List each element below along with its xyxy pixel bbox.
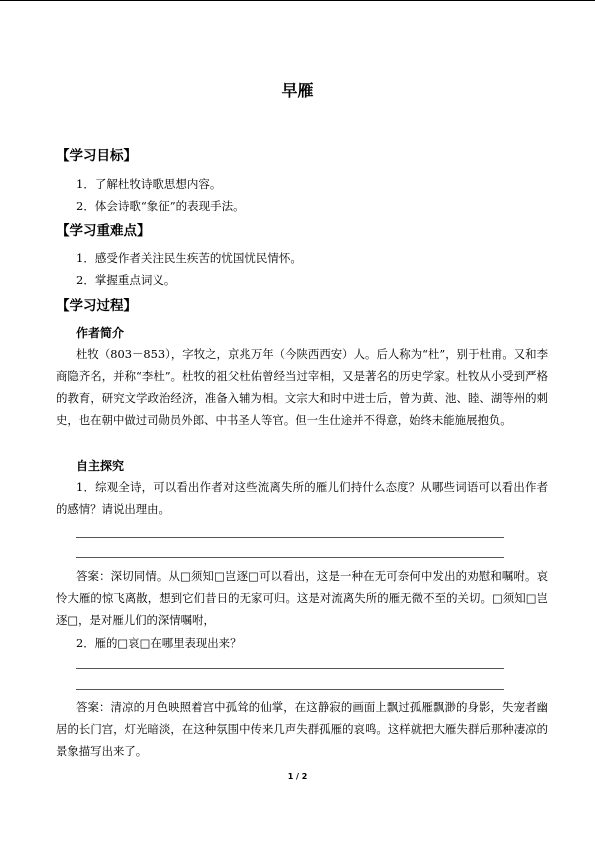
author-heading: 作者简介 <box>76 326 125 340</box>
question-1: 1．综观全诗，可以看出作者对这些流离失所的雁儿们持什么态度？从哪些词语可以看出作者的感情？请说出理由。 <box>56 480 548 516</box>
key-point-item-2: 2．掌握重点词义。 <box>76 273 176 287</box>
section-heading-key-points: 【学习重难点】 <box>56 223 151 239</box>
answer-line <box>76 689 504 690</box>
author-paragraph: 杜牧（803－853），字牧之，京兆万年（今陕西西安）人。后人称为“杜”，别于杜甫。又和李商隐齐名，并称“李杜”。杜牧的祖父杜佑曾经当过宰相，又是著名的历史学家。杜牧从小受到严格的教育，研究文学政治经济，准备入辅为相。文宗大和时中进士后，曾为黄、池、睦、湖等州的刺史，也在朝中做过司勋员外郎、中书圣人等官。但一生仕途并不得意，始终未能施展抱负。 <box>56 347 548 427</box>
page-number: 1 / 2 <box>287 772 308 781</box>
answer-line <box>76 537 504 538</box>
answer-line <box>76 557 504 558</box>
header-rule <box>0 0 595 1</box>
answer-line <box>76 668 504 669</box>
question-2: 2．雁的□哀□在哪里表现出来？ <box>76 636 242 650</box>
explore-heading: 自主探究 <box>76 459 125 473</box>
objective-item-1: 1．了解杜牧诗歌思想内容。 <box>76 177 222 191</box>
answer-2: 答案：清凉的月色映照着宫中孤耸的仙掌，在这静寂的画面上飘过孤雁飘渺的身影，失宠者幽居的长门宫，灯光暗淡，在这种氛围中传来几声失群孤雁的哀鸣。这样就把大雁失群后那种凄凉的景象描写出来了。 <box>56 700 548 758</box>
objective-item-2: 2．体会诗歌“象征”的表现手法。 <box>76 199 245 213</box>
section-heading-process: 【学习过程】 <box>56 298 137 314</box>
page-title: 早雁 <box>281 81 314 100</box>
section-heading-objectives: 【学习目标】 <box>56 148 137 164</box>
answer-1: 答案：深切同情。从□须知□岂逐□可以看出，这是一种在无可奈何中发出的劝慰和嘱咐。哀怜大雁的惊飞离散，想到它们昔日的无家可归。这是对流离失所的雁无微不至的关切。□须知□岂逐□，是对雁儿们的深情嘱咐， <box>56 569 548 627</box>
key-point-item-1: 1．感受作者关注民生疾苦的忧国忧民情怀。 <box>76 251 302 265</box>
